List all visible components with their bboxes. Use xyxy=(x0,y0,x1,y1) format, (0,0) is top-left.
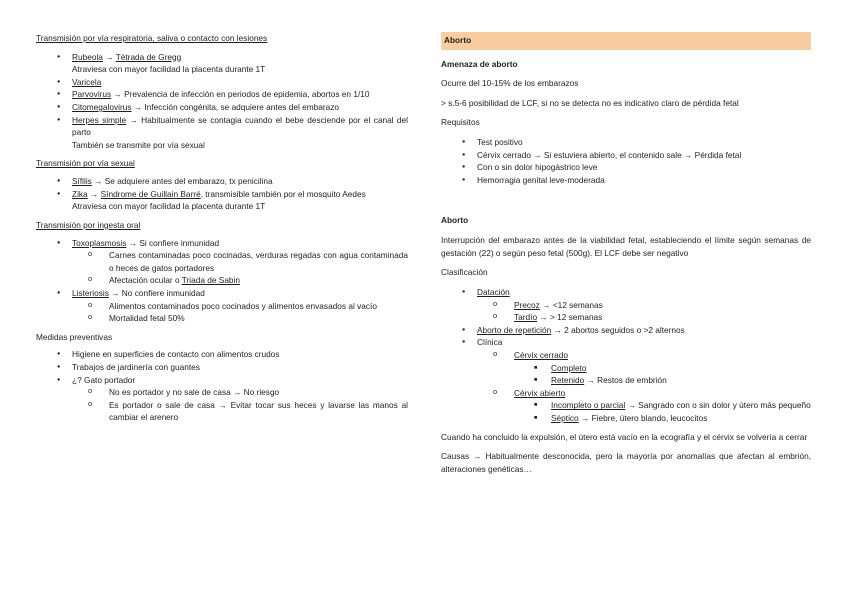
sub-list xyxy=(88,249,408,287)
list-item: ■ Completo xyxy=(534,362,811,375)
clasificacion-heading: Clasificación xyxy=(441,267,488,278)
list-item: ● Datación o Precoz → <12 semanas o Tardío → > 12 semanas xyxy=(462,286,811,324)
list-item: o Mortalidad fetal 50% xyxy=(88,312,408,325)
clasificacion-list xyxy=(462,286,811,425)
respiratory-heading: Transmisión por vía respiratoria, saliva o contacto con lesiones xyxy=(36,33,268,43)
paragraph: > s.5-6 posibilidad de LCF, si no se detecta no es indicativo claro de pérdida fetal xyxy=(441,97,739,108)
list-item: ● Higiene en superficies de contacto con alimentos crudos xyxy=(57,348,408,361)
list-item: o Carnes contaminadas poco cocinadas, verduras regadas con agua contaminada o heces de gatos portadores xyxy=(88,249,408,274)
requisitos-heading: Requisitos xyxy=(441,117,480,128)
term: Rubeola xyxy=(72,51,103,62)
term: Varicela xyxy=(72,76,102,87)
list-item: ● Con o sin dolor hipogástrico leve xyxy=(462,161,811,174)
term: Tétrada de Gregg xyxy=(115,51,182,62)
section-title-bar: Aborto xyxy=(441,32,811,50)
sub-list xyxy=(493,349,811,425)
prevention-heading: Medidas preventivas xyxy=(36,331,113,342)
list-item: o Afectación ocular o Triada de Sabin xyxy=(88,274,408,287)
oral-heading: Transmisión por ingesta oral xyxy=(36,219,141,230)
prevention-list xyxy=(57,348,408,424)
sexual-list xyxy=(57,175,408,213)
list-item: ● Citomegalovirus → Infección congénita, se adquiere antes del embarazo xyxy=(57,101,408,114)
list-item: ■ Retenido → Restos de embrión xyxy=(534,374,811,387)
list-item: ● Zika → Síndrome de Guillain Barré, transmisible también por el mosquito Aedes Atraviesa con mayor facilidad la placenta durante 1T xyxy=(57,188,408,213)
list-item: o Es portador o sale de casa → Evitar tocar sus heces y lavarse las manos al cambiar el arenero xyxy=(88,399,408,424)
sub-list xyxy=(493,299,811,324)
sub-sub-list xyxy=(534,362,811,387)
list-item xyxy=(57,76,408,89)
paragraph: Causas → Habitualmente desconocida, pero la mayoría por anomalías que afectan al embrión, alteraciones genéticas… xyxy=(441,451,811,474)
list-item: o Precoz → <12 semanas xyxy=(493,299,811,312)
aborto-title: Aborto xyxy=(441,215,469,226)
list-item: ● Test positivo xyxy=(462,136,811,149)
list-item: ● Rubeola → Tétrada de Gregg Atraviesa con mayor facilidad la placenta durante 1T xyxy=(57,51,408,76)
list-item: o Cérvix cerrado ■ Completo ■ Retenido → Restos de embrión xyxy=(493,349,811,387)
paragraph: Interrupción del embarazo antes de la viabilidad fetal, estableciendo el límite según semanas de gestación (22) o según peso fetal (500g). El LCF debe ser negativo xyxy=(441,235,811,258)
sub-list xyxy=(88,300,408,325)
list-item: ● Trabajos de jardinería con guantes xyxy=(57,361,408,374)
list-item: o Cérvix abierto ■ Incompleto o parcial → Sangrado con o sin dolor y útero más pequeño ■ Séptico → Fiebre, útero blando, leucocitos xyxy=(493,387,811,425)
list-item: ■ Séptico → Fiebre, útero blando, leucocitos xyxy=(534,412,811,425)
list-item: ● Listeriosis → No confiere inmunidad o Alimentos contaminados poco cocinados y alimentos envasados al vacío o Mortalidad fetal 50% xyxy=(57,287,408,325)
sexual-heading: Transmisión por vía sexual xyxy=(36,158,135,169)
list-item: ● Clínica o Cérvix cerrado ■ Completo ■ Retenido → Restos de embrión o Cérvix abierto ■ Incompleto o parcial → Sangrado con o sin dolor y útero más pequeño ■ Séptico → Fiebre, útero blando, leucocitos xyxy=(462,336,811,424)
paragraph: Cuando ha concluido la expulsión, el útero está vacío en la ecografía y el cérvix se volvería a cerrar xyxy=(441,431,808,442)
list-item: ● Toxoplasmosis → Si confiere inmunidad o Carnes contaminadas poco cocinadas, verduras regadas con agua contaminada o heces de gatos portadores o Afectación ocular o Triada de Sabin xyxy=(57,237,408,287)
term: Citomegalovirus xyxy=(72,102,132,113)
list-item: o No es portador y no sale de casa → No riesgo xyxy=(88,386,408,399)
list-item: ● Cérvix cerrado → Si estuviera abierto, el contenido sale → Pérdida fetal xyxy=(462,149,811,162)
sub-sub-list xyxy=(534,399,811,424)
list-item: ■ Incompleto o parcial → Sangrado con o sin dolor y útero más pequeño xyxy=(534,399,811,412)
paragraph: Ocurre del 10-15% de los embarazos xyxy=(441,78,579,89)
sub-list xyxy=(88,386,408,424)
amenaza-title: Amenaza de aborto xyxy=(441,58,518,69)
respiratory-list xyxy=(57,51,408,152)
list-item: ● Aborto de repetición → 2 abortos seguidos o >2 alternos xyxy=(462,324,811,337)
list-item: ● Sífilis → Se adquiere antes del embarazo, tx penicilina xyxy=(57,175,408,188)
list-item: o Tardío → > 12 semanas xyxy=(493,311,811,324)
list-item: ● ¿? Gato portador o No es portador y no sale de casa → No riesgo o Es portador o sale de casa → Evitar tocar sus heces y lavarse las manos al cambiar el arenero xyxy=(57,374,408,424)
left-column xyxy=(36,32,408,430)
oral-list xyxy=(57,237,408,325)
term: Parvovirus xyxy=(72,89,112,100)
list-item: ● Parvovirus → Prevalencia de infección en periodos de epidemia, abortos en 1/10 xyxy=(57,88,408,101)
list-item: o Alimentos contaminados poco cocinados y alimentos envasados al vacío xyxy=(88,300,408,313)
list-item: ● Herpes simple → Habitualmente se contagia cuando el bebe desciende por el canal del parto También se transmite por vía sexual xyxy=(57,114,408,152)
list-item: ● Hemorragia genital leve-moderada xyxy=(462,174,811,187)
requisitos-list xyxy=(462,136,811,186)
term: Herpes simple xyxy=(72,114,127,125)
right-column xyxy=(441,32,811,482)
